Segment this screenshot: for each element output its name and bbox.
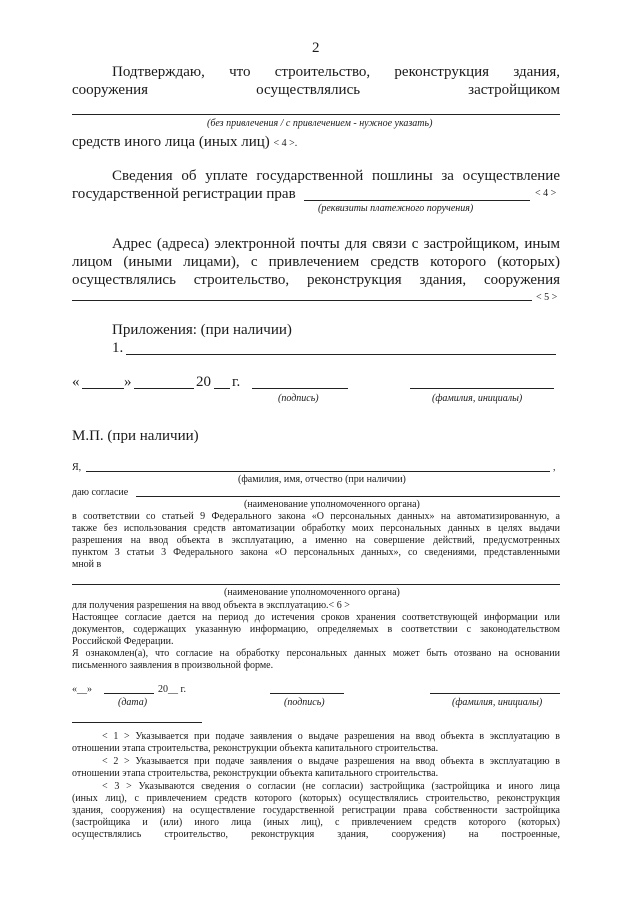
consent-name-label: (фамилия, инициалы) — [452, 697, 543, 708]
footnote-separator — [72, 722, 202, 723]
footnote-2-line-1: < 2 > Указывается при подаче заявления о выдаче разрешения на ввод объекта в эксплуатацию в — [102, 756, 560, 767]
footnote-1-line-2: отношении этапа строительства, реконструкции объекта капитального строительства. — [72, 743, 439, 754]
consent-ya: Я, — [72, 462, 82, 473]
footnote-3-line-1: < 3 > Указываются сведения о согласии (не согласии) застройщика (застройщика и иного лица — [102, 781, 560, 792]
consent-p1-line-5: мной в — [72, 559, 102, 570]
consent-p1-line-2: также без использования средств автоматизации обработку моих персональных данных в целях выдачи — [72, 523, 560, 534]
duty-note: (реквизиты платежного поручения) — [318, 203, 474, 214]
duty-line-1: Сведения об уплате государственной пошлины за осуществление — [112, 168, 560, 184]
consent-p1-line-3: разрешения на ввод объекта в эксплуатацию, а именно на совершение действий, предусмотренных — [72, 535, 560, 546]
footnote-3-line-2: (иных лиц), с привлечением средств которого (которых) осуществлялись строительство, реконструкция — [72, 793, 560, 804]
sig-sign-label: (подпись) — [278, 393, 319, 404]
sig-date-open-quote: « — [72, 374, 80, 390]
email-line-1: Адрес (адреса) электронной почты для связи с застройщиком, иным — [112, 236, 560, 252]
confirm-line-3 — [72, 134, 297, 151]
consent-p3-line-1: Я ознакомлен(а), что согласие на обработку персональных данных может быть отозвано на основании — [72, 648, 560, 659]
sig-year-prefix: 20 — [196, 374, 211, 390]
confirm-line-1: Подтверждаю, что строительство, реконструкция здания, — [112, 64, 560, 80]
footnote-ref-4a: < 4 >. — [273, 138, 298, 149]
consent-fio-label: (фамилия, имя, отчество (при наличии) — [238, 474, 406, 485]
consent-give: даю согласие — [72, 487, 129, 498]
consent-org-line-2[interactable] — [72, 584, 560, 585]
sig-day-line[interactable] — [82, 388, 124, 389]
attachment-1-number: 1. — [112, 340, 124, 356]
confirm-note: (без привлечения / с привлечением - нужное указать) — [207, 118, 433, 129]
duty-line-2: государственной регистрации прав — [72, 186, 296, 202]
attachment-1-line[interactable] — [126, 354, 556, 355]
sig-name-line[interactable] — [410, 388, 554, 389]
footnote-ref-5: < 5 > — [536, 292, 558, 303]
consent-org-line[interactable] — [136, 496, 560, 497]
sig-date-close-quote: » — [124, 374, 132, 390]
sig-month-line[interactable] — [134, 388, 194, 389]
attachments-title: Приложения: (при наличии) — [112, 322, 292, 338]
consent-p1-line-1: в соответствии со статьей 9 Федерального закона «О персональных данных» на автоматизированную, а — [72, 511, 560, 522]
footnote-3-line-3: здания, сооружения) на осуществление государственной регистрации права собственности застройщика — [72, 805, 560, 816]
footnote-3-line-4: (застройщика и (или) иного лица (иных лиц), с привлечением средств которого (которых) — [72, 817, 560, 828]
footnote-ref-4b: < 4 > — [535, 188, 557, 199]
confirm-line-2: сооружения осуществлялись застройщиком — [72, 82, 560, 98]
sig-name-label: (фамилия, инициалы) — [432, 393, 523, 404]
consent-org-label: (наименование уполномоченного органа) — [244, 499, 420, 510]
duty-fill-line[interactable] — [304, 200, 530, 201]
consent-p1-line-4: пунктом 3 статьи 3 Федерального закона «О персональных данных», со сведениями, представленными — [72, 547, 560, 558]
confirm-line-3-text: средств иного лица (иных лиц) — [72, 134, 270, 150]
footnote-3-line-5: осуществлялись строительство, реконструкция здания, сооружения) на построенные, — [72, 829, 560, 840]
consent-p2-line-3: Российской Федерации. — [72, 636, 174, 647]
consent-p2-line-2: документов, содержащих указанную информацию, определяемых в соответствии с законодательством — [72, 624, 560, 635]
stamp-label: М.П. (при наличии) — [72, 428, 199, 444]
sig-year-suffix: г. — [232, 374, 241, 390]
email-line-3: осуществлялись строительство, реконструкция здания, сооружения — [72, 272, 560, 288]
footnote-1-line-1: < 1 > Указывается при подаче заявления о выдаче разрешения на ввод объекта в эксплуатацию в — [102, 731, 560, 742]
consent-month-line[interactable] — [104, 693, 154, 694]
email-line-2: лицом (иными лицами), с привлечением средств которого (которых) — [72, 254, 560, 270]
consent-sign-line[interactable] — [270, 693, 344, 694]
consent-name-line[interactable] — [430, 693, 560, 694]
consent-sign-label: (подпись) — [284, 697, 325, 708]
consent-ya-comma: , — [553, 462, 556, 473]
consent-fio-line[interactable] — [86, 471, 550, 472]
consent-date-label: (дата) — [118, 697, 148, 708]
consent-org-label-2: (наименование уполномоченного органа) — [224, 587, 400, 598]
consent-p2-line-1: Настоящее согласие дается на период до истечения сроков хранения соответствующей информации или — [72, 612, 560, 623]
footnote-2-line-2: отношении этапа строительства, реконструкции объекта капитального строительства. — [72, 768, 439, 779]
confirm-fill-line[interactable] — [72, 114, 560, 115]
consent-purpose: для получения разрешения на ввод объекта в эксплуатацию.< 6 > — [72, 600, 350, 611]
consent-p3-line-2: письменного заявления в произвольной форме. — [72, 660, 274, 671]
sig-sign-line[interactable] — [252, 388, 348, 389]
consent-date-year[interactable]: 20__ г. — [158, 684, 186, 695]
page-number: 2 — [312, 40, 320, 56]
email-fill-line[interactable] — [72, 300, 532, 301]
consent-date-day[interactable]: «__» — [72, 684, 92, 695]
sig-year-line[interactable] — [214, 388, 230, 389]
